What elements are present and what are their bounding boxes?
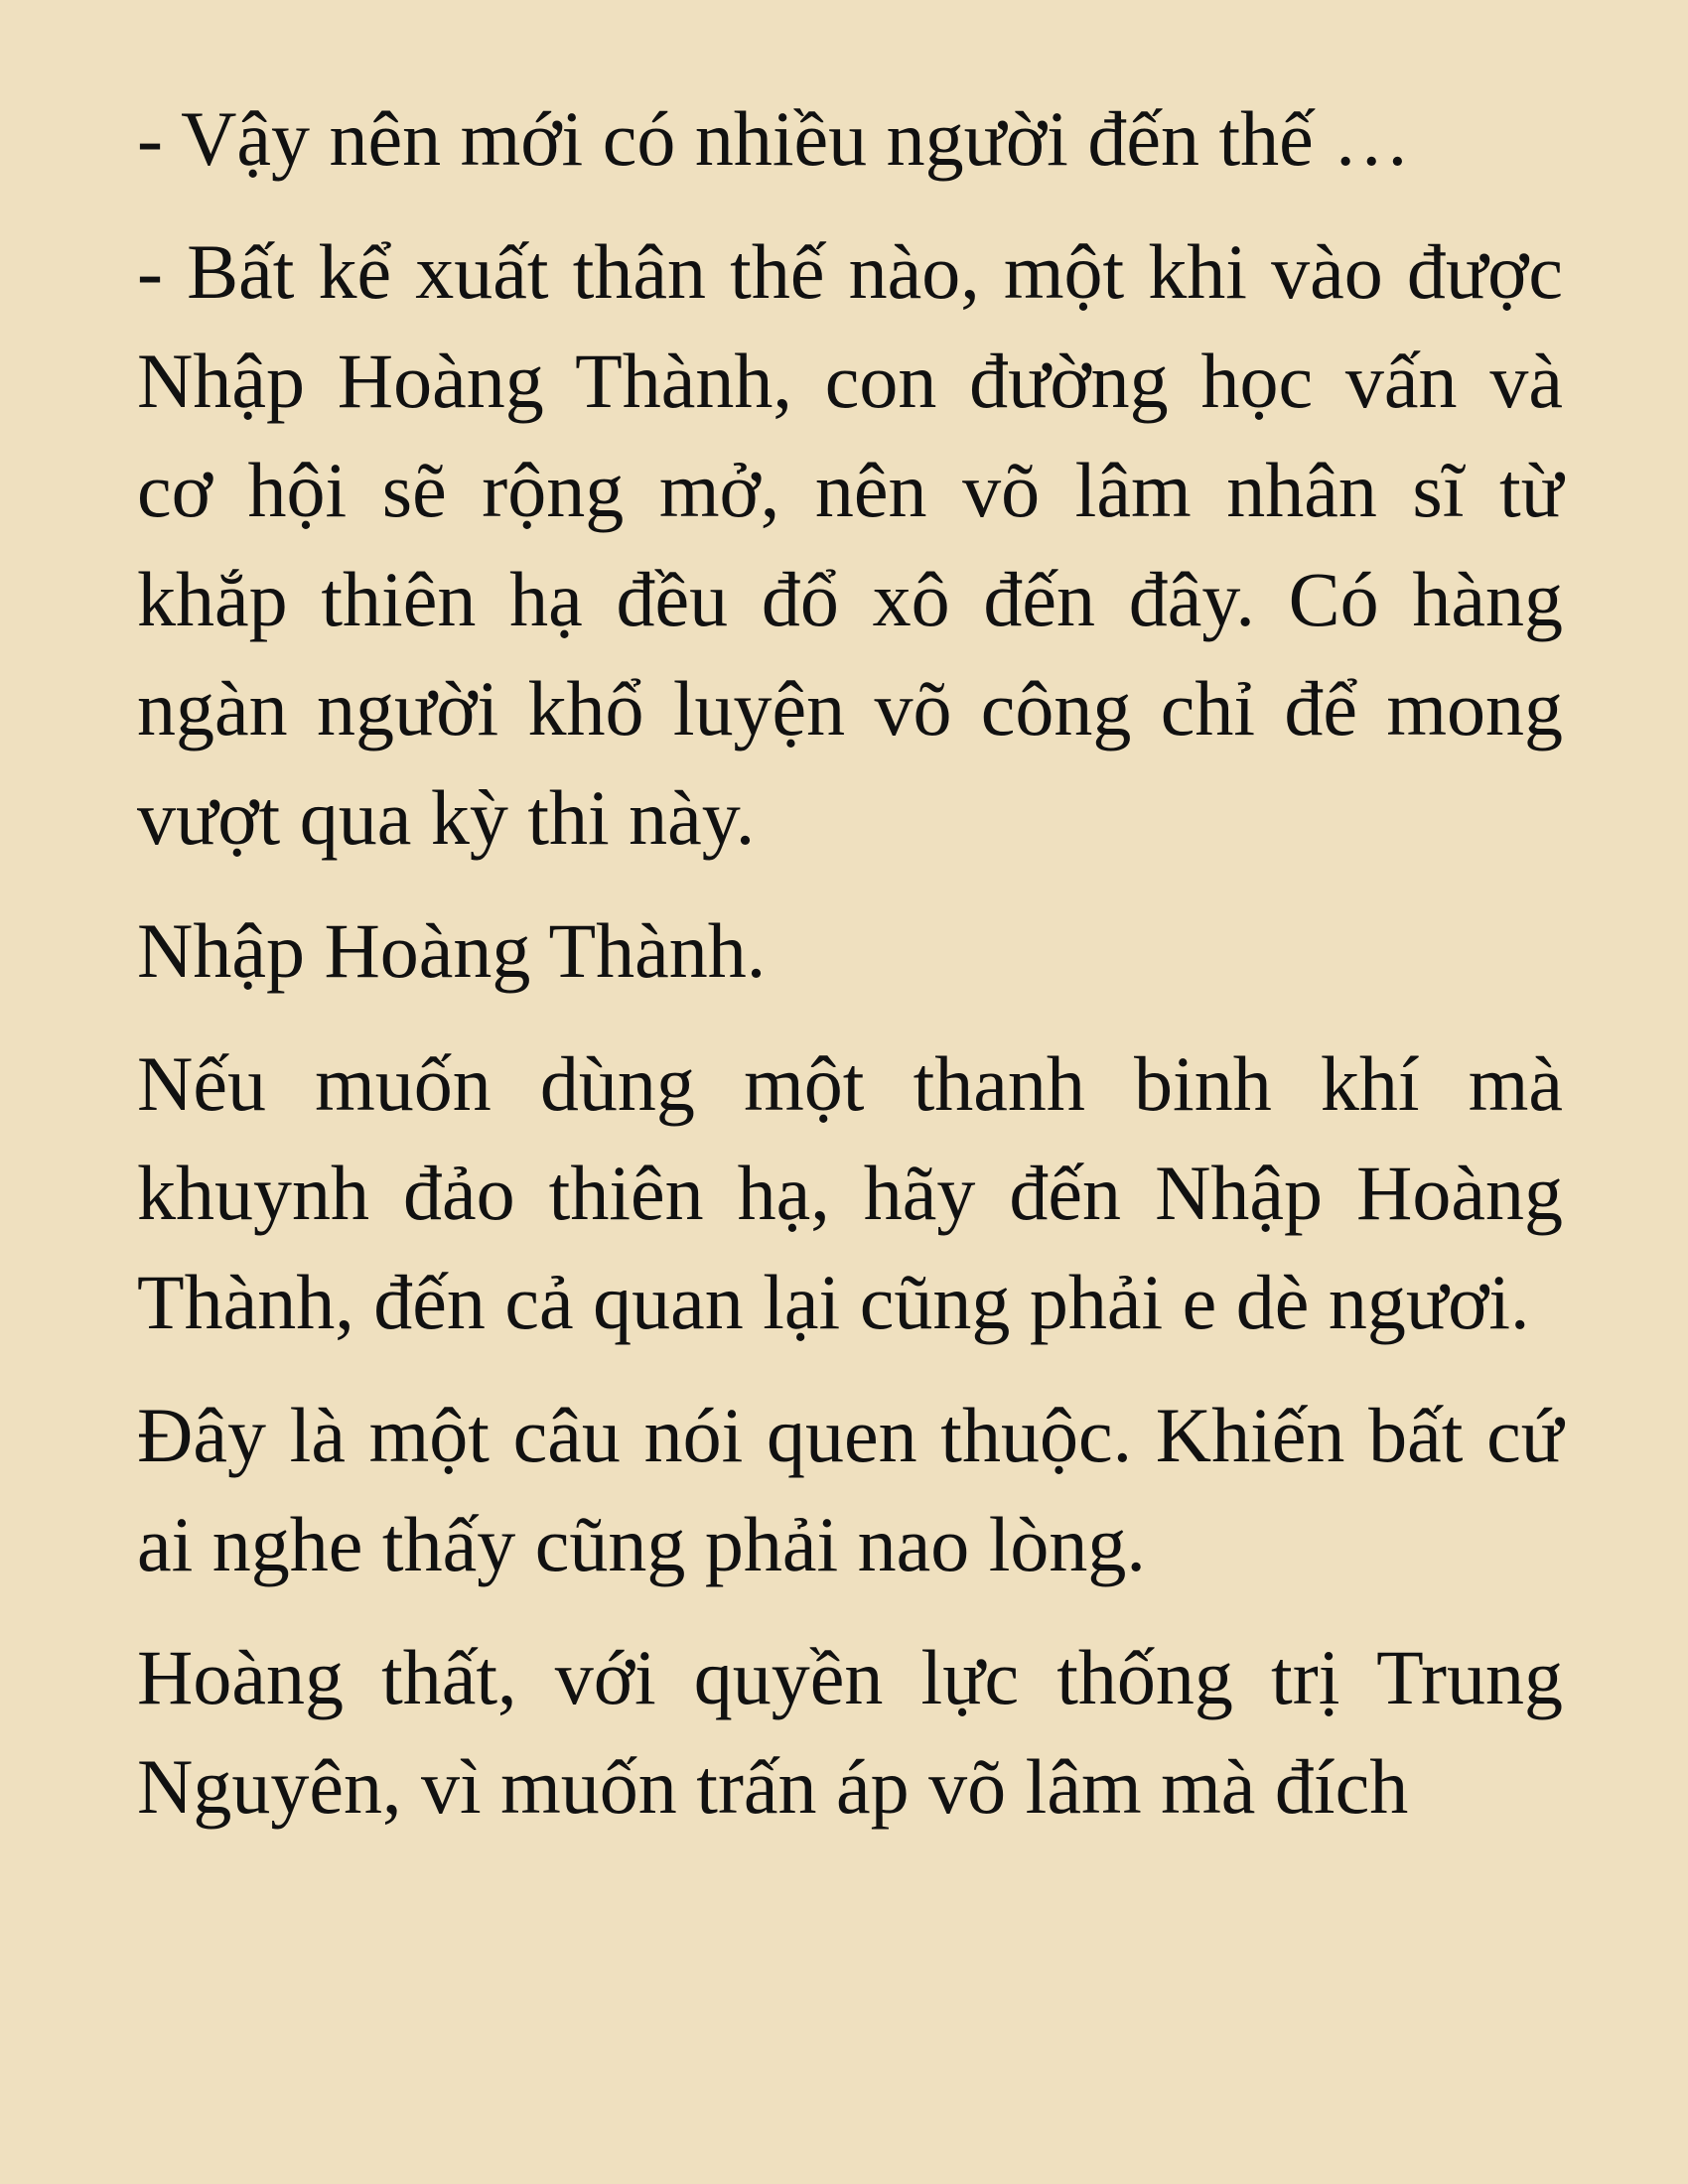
body-paragraph-3: Hoàng thất, với quyền lực thống trị Trung Nguyên, vì muốn trấn áp võ lâm mà đích (137, 1634, 1563, 1830)
heading-paragraph: Nhập Hoàng Thành. (137, 907, 767, 994)
dialogue-paragraph-2: - Bất kể xuất thân thế nào, một khi vào được Nhập Hoàng Thành, con đường học vấn và cơ hội sẽ rộng mở, nên võ lâm nhân sĩ từ khắp thiên hạ đều đổ xô đến đây. Có hàng ngàn người khổ luyện võ công chỉ để mong vượt qua kỳ thi này. (137, 228, 1563, 861)
dialogue-paragraph-1: - Vậy nên mới có nhiều người đến thế … (137, 95, 1411, 182)
document-page (137, 84, 1563, 1865)
body-paragraph-1: Nếu muốn dùng một thanh binh khí mà khuynh đảo thiên hạ, hãy đến Nhập Hoàng Thành, đến cả quan lại cũng phải e dè ngươi. (137, 1040, 1563, 1345)
body-paragraph-2: Đây là một câu nói quen thuộc. Khiến bất cứ ai nghe thấy cũng phải nao lòng. (137, 1392, 1563, 1587)
